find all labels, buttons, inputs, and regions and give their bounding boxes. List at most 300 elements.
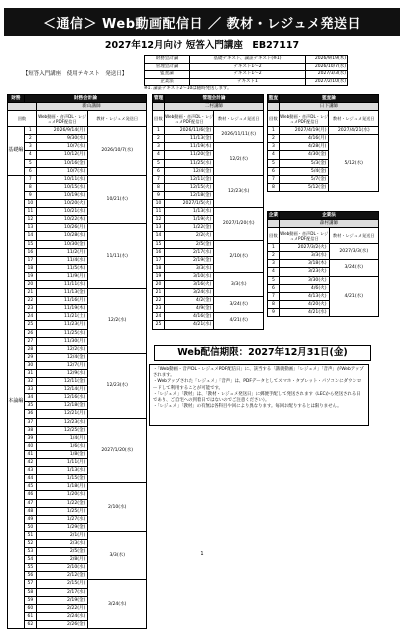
web-date: 1/25(月) bbox=[36, 507, 88, 515]
web-date: 2027/4/19(月) bbox=[279, 127, 329, 135]
web-date: 10/26(月) bbox=[36, 224, 88, 232]
table-row bbox=[153, 297, 264, 305]
lesson-number: 10 bbox=[153, 200, 165, 208]
info-cell: 企業法 bbox=[145, 78, 190, 86]
lesson-number: 48 bbox=[24, 507, 36, 515]
web-date: 2/8(月) bbox=[36, 556, 88, 564]
web-date: 1/8(金) bbox=[36, 450, 88, 458]
lesson-number: 29 bbox=[24, 353, 36, 361]
table-row bbox=[8, 175, 147, 183]
lesson-number: 42 bbox=[24, 459, 36, 467]
table-row bbox=[8, 580, 147, 588]
lesson-number: 19 bbox=[153, 272, 165, 280]
kansa-title: 監査 bbox=[268, 96, 279, 101]
info-cell: 管理会計論 bbox=[145, 63, 190, 71]
table-row bbox=[145, 71, 348, 79]
ship-date: 12/2(水) bbox=[88, 289, 147, 354]
web-date: 5/7(金) bbox=[279, 175, 329, 183]
lesson-number: 11 bbox=[153, 208, 165, 216]
web-date: 1/20(水) bbox=[36, 491, 88, 499]
web-date: 11/30(月) bbox=[36, 337, 88, 345]
lesson-number: 61 bbox=[24, 612, 36, 620]
info-cell: 財務会計論 bbox=[145, 56, 190, 64]
table-row bbox=[153, 240, 264, 248]
table-row bbox=[153, 272, 264, 280]
lesson-number: 25 bbox=[24, 321, 36, 329]
lesson-number: 19 bbox=[24, 272, 36, 280]
table-row bbox=[145, 63, 348, 71]
lesson-number: 43 bbox=[24, 467, 36, 475]
kansa-teacher: 日下講師 bbox=[279, 103, 378, 111]
lesson-number: 27 bbox=[24, 337, 36, 345]
kanri-web-header: Web動画・音声DL・レジュメPDF配信日 bbox=[164, 111, 214, 127]
web-date: 5/12(金) bbox=[279, 183, 329, 191]
kigyo-title: 企業 bbox=[268, 213, 279, 218]
lesson-number: 9 bbox=[153, 191, 165, 199]
ship-date: 4/21(水) bbox=[329, 276, 379, 316]
web-deadline: Web配信期限：2027年12月31日(金) bbox=[154, 345, 371, 361]
web-date: 4/16(月) bbox=[279, 135, 329, 143]
web-date: 5/4(金) bbox=[279, 167, 329, 175]
lesson-number: 9 bbox=[24, 191, 36, 199]
web-date: 10/7(水) bbox=[36, 143, 88, 151]
ship-date: 3/3(水) bbox=[88, 531, 147, 580]
zaimu-web-header: Web動画・音声DL・レジュメPDF配信日 bbox=[36, 111, 88, 127]
table-row bbox=[8, 418, 147, 426]
web-date: 11/4(水) bbox=[36, 256, 88, 264]
web-date: 11/5(木) bbox=[36, 264, 88, 272]
zaimu-schedule-table bbox=[7, 94, 147, 629]
web-date: 1/19(火) bbox=[164, 216, 214, 224]
web-date: 10/19(水) bbox=[36, 191, 88, 199]
zaimu-title: 財務 bbox=[8, 95, 25, 103]
web-date: 3/18(木) bbox=[279, 260, 329, 268]
table-row bbox=[153, 313, 264, 321]
web-date: 11/25(水) bbox=[36, 329, 88, 337]
web-date: 2/19(金) bbox=[36, 596, 88, 604]
web-date: 4/16(金) bbox=[164, 313, 214, 321]
web-date: 10/11(水) bbox=[36, 175, 88, 183]
kigyo-kaisu-header: 回数 bbox=[268, 228, 280, 244]
kanri-ship-header: 教材・レジュメ発送日 bbox=[214, 111, 264, 127]
lesson-number: 20 bbox=[24, 280, 36, 288]
lesson-number: 8 bbox=[268, 300, 280, 308]
web-date: 3/10(水) bbox=[164, 272, 214, 280]
web-date: 2/15(月) bbox=[36, 580, 88, 588]
page-banner: ＜通信＞ Web動画配信日 ／ 教材・レジュメ発送日 bbox=[4, 8, 400, 36]
lesson-number: 34 bbox=[24, 394, 36, 402]
web-date: 1/15(金) bbox=[36, 475, 88, 483]
lesson-number: 18 bbox=[153, 264, 165, 272]
web-date: 4/21(水) bbox=[164, 321, 214, 329]
web-date: 1/29(金) bbox=[36, 523, 88, 531]
web-date: 2026/11/6(金) bbox=[164, 127, 214, 135]
lesson-number: 51 bbox=[24, 531, 36, 539]
web-date: 11/20(金) bbox=[164, 151, 214, 159]
web-date: 2/22(月) bbox=[36, 604, 88, 612]
web-date: 2/2(火) bbox=[164, 232, 214, 240]
web-date: 11/16(月) bbox=[36, 297, 88, 305]
ship-date: 2026/11/11(水) bbox=[214, 127, 264, 143]
table-row bbox=[8, 353, 147, 361]
table-row bbox=[8, 127, 147, 135]
lesson-number: 41 bbox=[24, 450, 36, 458]
lesson-number: 5 bbox=[153, 159, 165, 167]
lesson-number: 2 bbox=[153, 135, 165, 143]
kanri-subject: 管理会計論 bbox=[164, 95, 263, 103]
web-date: 2/26(金) bbox=[36, 620, 88, 628]
table-row bbox=[268, 244, 379, 252]
lesson-number: 3 bbox=[24, 143, 36, 151]
lesson-number: 2 bbox=[268, 135, 280, 143]
lesson-number: 12 bbox=[153, 216, 165, 224]
lesson-number: 26 bbox=[24, 329, 36, 337]
lesson-number: 25 bbox=[153, 321, 165, 329]
ship-date: 2026/10/7(水) bbox=[88, 127, 147, 176]
lesson-number: 49 bbox=[24, 515, 36, 523]
web-date: 12/14(月) bbox=[36, 386, 88, 394]
notice-line: ・「レジュメ」「教材」は、「教材・レジュメ発送日」に郵便手配して発送されます（LECから発送される日であり、ご自宅への到着日ではないのでご注意ください）。 bbox=[153, 391, 361, 404]
lesson-number: 14 bbox=[24, 232, 36, 240]
lesson-number: 33 bbox=[24, 386, 36, 394]
lesson-number: 3 bbox=[268, 143, 280, 151]
lesson-number: 11 bbox=[24, 208, 36, 216]
web-date: 2/10(水) bbox=[36, 564, 88, 572]
lesson-number: 15 bbox=[153, 240, 165, 248]
web-date: 3/3(水) bbox=[164, 264, 214, 272]
web-date: 3/23(火) bbox=[279, 268, 329, 276]
lesson-number: 7 bbox=[153, 175, 165, 183]
info-cell: テキスト1～2 bbox=[190, 63, 306, 71]
lesson-number: 6 bbox=[268, 167, 280, 175]
lesson-number: 57 bbox=[24, 580, 36, 588]
lesson-number: 22 bbox=[153, 297, 165, 305]
web-date: 2026/9/14(月) bbox=[36, 127, 88, 135]
kanri-title: 管理 bbox=[153, 96, 164, 101]
web-date: 4/13(火) bbox=[279, 292, 329, 300]
web-date: 12/25(金) bbox=[36, 426, 88, 434]
lesson-number: 20 bbox=[153, 280, 165, 288]
web-date: 1/27(水) bbox=[36, 515, 88, 523]
table-row bbox=[268, 260, 379, 268]
web-date: 2027/3/2(火) bbox=[279, 244, 329, 252]
web-date: 11/19(木) bbox=[36, 305, 88, 313]
web-date: 10/15(水) bbox=[36, 183, 88, 191]
lesson-number: 53 bbox=[24, 548, 36, 556]
web-date: 12/15(火) bbox=[164, 183, 214, 191]
ship-date: 3/3(水) bbox=[214, 272, 264, 296]
web-date: 4/30(金) bbox=[279, 151, 329, 159]
lesson-number: 24 bbox=[24, 313, 36, 321]
web-date: 1/6(水) bbox=[36, 442, 88, 450]
kansa-schedule-table bbox=[267, 94, 379, 192]
notice-line: ・Webアップされた「レジュメ」「音声」は、PDFデータとしてスマホ・タブレット・パソコンにダウンロードして利用することが可能です。 bbox=[153, 379, 362, 391]
lesson-number: 38 bbox=[24, 426, 36, 434]
info-cell: 2027/3/3(水) bbox=[306, 71, 348, 79]
lesson-number: 3 bbox=[268, 260, 280, 268]
lesson-number: 4 bbox=[268, 151, 280, 159]
web-date: 1/4(月) bbox=[36, 434, 88, 442]
ship-date: 2/10(水) bbox=[88, 483, 147, 532]
lesson-number: 44 bbox=[24, 475, 36, 483]
lesson-number: 54 bbox=[24, 556, 36, 564]
lesson-number: 45 bbox=[24, 483, 36, 491]
notice-line: ・「レジュメ」「教材」の有無は各科目や回により異なります。毎回お配りするとは限りません。 bbox=[153, 404, 342, 410]
ship-date: 2027/3/3(水) bbox=[329, 244, 379, 260]
web-date: 2027/1/5(火) bbox=[164, 200, 214, 208]
category-cell: 基礎編 bbox=[8, 127, 25, 176]
web-date: 10/28(水) bbox=[36, 232, 88, 240]
ship-date: 3/24(水) bbox=[88, 580, 147, 629]
lesson-number: 58 bbox=[24, 588, 36, 596]
lesson-number: 5 bbox=[24, 159, 36, 167]
web-date: 12/18(金) bbox=[36, 402, 88, 410]
lesson-number: 14 bbox=[153, 232, 165, 240]
web-date: 3/3(水) bbox=[279, 252, 329, 260]
notice-box bbox=[149, 364, 369, 426]
lesson-number: 32 bbox=[24, 378, 36, 386]
web-date: 4/28(月) bbox=[279, 143, 329, 151]
lesson-number: 1 bbox=[268, 244, 280, 252]
kanri-schedule-table bbox=[152, 94, 264, 330]
table-row bbox=[145, 56, 348, 64]
lesson-number: 30 bbox=[24, 361, 36, 369]
web-date: 10/7(水) bbox=[36, 167, 88, 175]
lesson-number: 17 bbox=[153, 256, 165, 264]
notice-line: ・「Web動画・音声DL・レジュメPDF配信日」に、該当する「講義動画」「レジュメ」「音声」がWebアップされます。 bbox=[153, 367, 364, 379]
web-date: 11/13(金) bbox=[36, 289, 88, 297]
web-date: 12/11(金) bbox=[36, 378, 88, 386]
web-date: 2/17(水) bbox=[36, 588, 88, 596]
kigyo-web-header: Web動画・音声DL・レジュメPDF配信日 bbox=[279, 228, 329, 244]
lesson-number: 46 bbox=[24, 491, 36, 499]
ship-date: 2027/1/20(水) bbox=[214, 208, 264, 240]
lesson-number: 5 bbox=[268, 276, 280, 284]
lesson-number: 6 bbox=[24, 167, 36, 175]
lesson-number: 4 bbox=[153, 151, 165, 159]
ship-date: 5/12(水) bbox=[329, 135, 379, 192]
text-shipping-table bbox=[144, 55, 348, 86]
lesson-number: 8 bbox=[153, 183, 165, 191]
web-date: 1/22(金) bbox=[164, 224, 214, 232]
ship-date: 11/11(水) bbox=[88, 224, 147, 289]
lesson-number: 24 bbox=[153, 313, 165, 321]
lesson-number: 37 bbox=[24, 418, 36, 426]
course-label: 【短答入門講座 使用テキスト 発送日】 bbox=[22, 71, 128, 77]
web-date: 1/22(金) bbox=[36, 499, 88, 507]
text-note: ※1. 論証テキスト2～10は随時発送します。 bbox=[144, 86, 232, 91]
ship-date: 2027/1/20(水) bbox=[88, 418, 147, 483]
kanri-teacher: 二村講師 bbox=[164, 103, 263, 111]
web-date: 4/2(金) bbox=[164, 297, 214, 305]
lesson-number: 50 bbox=[24, 523, 36, 531]
ship-date: 2/10(水) bbox=[214, 240, 264, 272]
lesson-number: 22 bbox=[24, 297, 36, 305]
table-row bbox=[8, 289, 147, 297]
lesson-number: 9 bbox=[268, 308, 280, 316]
lesson-number: 36 bbox=[24, 410, 36, 418]
table-row bbox=[8, 483, 147, 491]
lesson-number: 31 bbox=[24, 370, 36, 378]
kansa-kaisu-header: 回数 bbox=[268, 111, 280, 127]
lesson-number: 7 bbox=[268, 175, 280, 183]
lesson-number: 52 bbox=[24, 539, 36, 547]
web-date: 2/5(金) bbox=[164, 240, 214, 248]
zaimu-teacher: 新山講師 bbox=[36, 103, 146, 111]
info-cell: 2027/2/10(水) bbox=[306, 78, 348, 86]
lesson-number: 3 bbox=[153, 143, 165, 151]
web-date: 12/16(水) bbox=[36, 394, 88, 402]
info-cell: 2026/9/19(木) bbox=[306, 56, 348, 64]
web-date: 12/18(金) bbox=[164, 191, 214, 199]
web-date: 11/9(月) bbox=[36, 272, 88, 280]
lesson-number: 6 bbox=[268, 284, 280, 292]
ship-date: 12/2(水) bbox=[214, 143, 264, 175]
web-date: 10/16(金) bbox=[36, 159, 88, 167]
ship-date: 10/21(水) bbox=[88, 175, 147, 224]
ship-date: 3/24(水) bbox=[329, 260, 379, 276]
lesson-number: 2 bbox=[24, 135, 36, 143]
category-cell: 本論編 bbox=[8, 175, 25, 628]
web-date: 2/12(金) bbox=[36, 572, 88, 580]
info-cell: 基礎テキスト、論証テキスト(※1) bbox=[190, 56, 306, 64]
lesson-number: 21 bbox=[24, 289, 36, 297]
ship-date: 12/23(水) bbox=[88, 353, 147, 418]
web-date: 12/11(金) bbox=[164, 175, 214, 183]
web-date: 5/3(金) bbox=[279, 159, 329, 167]
web-date: 1/13(水) bbox=[36, 467, 88, 475]
web-date: 12/9(水) bbox=[36, 370, 88, 378]
lesson-number: 16 bbox=[24, 248, 36, 256]
web-date: 3/24(水) bbox=[164, 289, 214, 297]
web-date: 11/2(月) bbox=[36, 248, 88, 256]
lesson-number: 62 bbox=[24, 620, 36, 628]
web-date: 4/20(火) bbox=[279, 300, 329, 308]
kigyo-ship-header: 教材・レジュメ発送日 bbox=[329, 228, 379, 244]
web-date: 2/24(水) bbox=[36, 612, 88, 620]
table-row bbox=[268, 127, 379, 135]
kansa-subject: 監査論 bbox=[279, 95, 378, 103]
web-date: 4/6(火) bbox=[279, 284, 329, 292]
lesson-number: 6 bbox=[153, 167, 165, 175]
lesson-number: 13 bbox=[24, 224, 36, 232]
kigyo-teacher: 森村講師 bbox=[279, 220, 378, 228]
lesson-number: 28 bbox=[24, 345, 36, 353]
web-date: 12/21(月) bbox=[36, 410, 88, 418]
lesson-number: 8 bbox=[24, 183, 36, 191]
table-row bbox=[8, 531, 147, 539]
kigyo-schedule-table bbox=[267, 211, 379, 317]
table-row bbox=[153, 143, 264, 151]
web-date: 11/11(水) bbox=[36, 280, 88, 288]
web-date: 11/23(月) bbox=[36, 321, 88, 329]
lesson-number: 12 bbox=[24, 216, 36, 224]
lesson-number: 7 bbox=[268, 292, 280, 300]
lesson-number: 17 bbox=[24, 256, 36, 264]
lesson-number: 4 bbox=[268, 268, 280, 276]
lesson-number: 7 bbox=[24, 175, 36, 183]
lesson-number: 1 bbox=[24, 127, 36, 135]
web-date: 1/18(月) bbox=[36, 483, 88, 491]
web-date: 10/30(金) bbox=[36, 240, 88, 248]
lesson-number: 4 bbox=[24, 151, 36, 159]
lesson-number: 55 bbox=[24, 564, 36, 572]
web-date: 1/11(月) bbox=[36, 459, 88, 467]
web-date: 12/2(水) bbox=[36, 345, 88, 353]
info-cell: テキスト1～2 bbox=[190, 71, 306, 79]
web-date: 2/17(水) bbox=[164, 248, 214, 256]
lesson-number: 47 bbox=[24, 499, 36, 507]
lesson-number: 2 bbox=[268, 252, 280, 260]
kansa-ship-header: 教材・レジュメ発送日 bbox=[329, 111, 379, 127]
lesson-number: 23 bbox=[153, 305, 165, 313]
web-date: 10/20(火) bbox=[36, 200, 88, 208]
web-date: 10/22(木) bbox=[36, 216, 88, 224]
table-row bbox=[268, 135, 379, 143]
web-date: 10/21(水) bbox=[36, 208, 88, 216]
web-date: 2/1(月) bbox=[36, 531, 88, 539]
web-date: 12/23(水) bbox=[36, 418, 88, 426]
web-date: 2/19(金) bbox=[164, 256, 214, 264]
lesson-number: 16 bbox=[153, 248, 165, 256]
info-cell: 2026/10/7(水) bbox=[306, 63, 348, 71]
zaimu-kaisu-header: 回数 bbox=[8, 111, 37, 127]
web-date: 12/7(月) bbox=[36, 361, 88, 369]
lesson-number: 39 bbox=[24, 434, 36, 442]
web-date: 11/13(金) bbox=[164, 135, 214, 143]
web-date: 12/4(金) bbox=[36, 353, 88, 361]
web-date: 4/21(水) bbox=[279, 308, 329, 316]
lesson-number: 15 bbox=[24, 240, 36, 248]
ship-date: 12/23(水) bbox=[214, 175, 264, 207]
kigyo-subject: 企業法 bbox=[279, 212, 378, 220]
lesson-number: 21 bbox=[153, 289, 165, 297]
zaimu-subject: 財務会計論 bbox=[24, 95, 146, 103]
page bbox=[4, 2, 400, 627]
web-date: 3/30(火) bbox=[279, 276, 329, 284]
lesson-number: 23 bbox=[24, 305, 36, 313]
lesson-number: 18 bbox=[24, 264, 36, 272]
table-row bbox=[153, 175, 264, 183]
lesson-number: 1 bbox=[268, 127, 280, 135]
web-date: 9/30(水) bbox=[36, 135, 88, 143]
kanri-kaisu-header: 回数 bbox=[153, 111, 165, 127]
lesson-number: 56 bbox=[24, 572, 36, 580]
web-date: 10/12(月) bbox=[36, 151, 88, 159]
web-date: 3/16(火) bbox=[164, 280, 214, 288]
lesson-number: 35 bbox=[24, 402, 36, 410]
table-row bbox=[153, 127, 264, 135]
info-cell: 監査論 bbox=[145, 71, 190, 79]
web-date: 2/5(金) bbox=[36, 548, 88, 556]
table-row bbox=[153, 208, 264, 216]
web-date: 11/19(木) bbox=[164, 143, 214, 151]
web-date: 2/3(水) bbox=[36, 539, 88, 547]
table-row bbox=[268, 276, 379, 284]
web-date: 12/4(金) bbox=[164, 167, 214, 175]
ship-date: 3/24(水) bbox=[214, 297, 264, 313]
lesson-number: 60 bbox=[24, 604, 36, 612]
web-date: 11/25(水) bbox=[164, 159, 214, 167]
kansa-web-header: Web動画・音声DL・レジュメPDF配信日 bbox=[279, 111, 329, 127]
lesson-number: 59 bbox=[24, 596, 36, 604]
ship-date: 2027/4/21(水) bbox=[329, 127, 379, 135]
lesson-number: 13 bbox=[153, 224, 165, 232]
lesson-number: 1 bbox=[153, 127, 165, 135]
lesson-number: 5 bbox=[268, 159, 280, 167]
page-subtitle: 2027年12月向け 短答入門講座 EB27117 bbox=[104, 40, 300, 51]
lesson-number: 8 bbox=[268, 183, 280, 191]
